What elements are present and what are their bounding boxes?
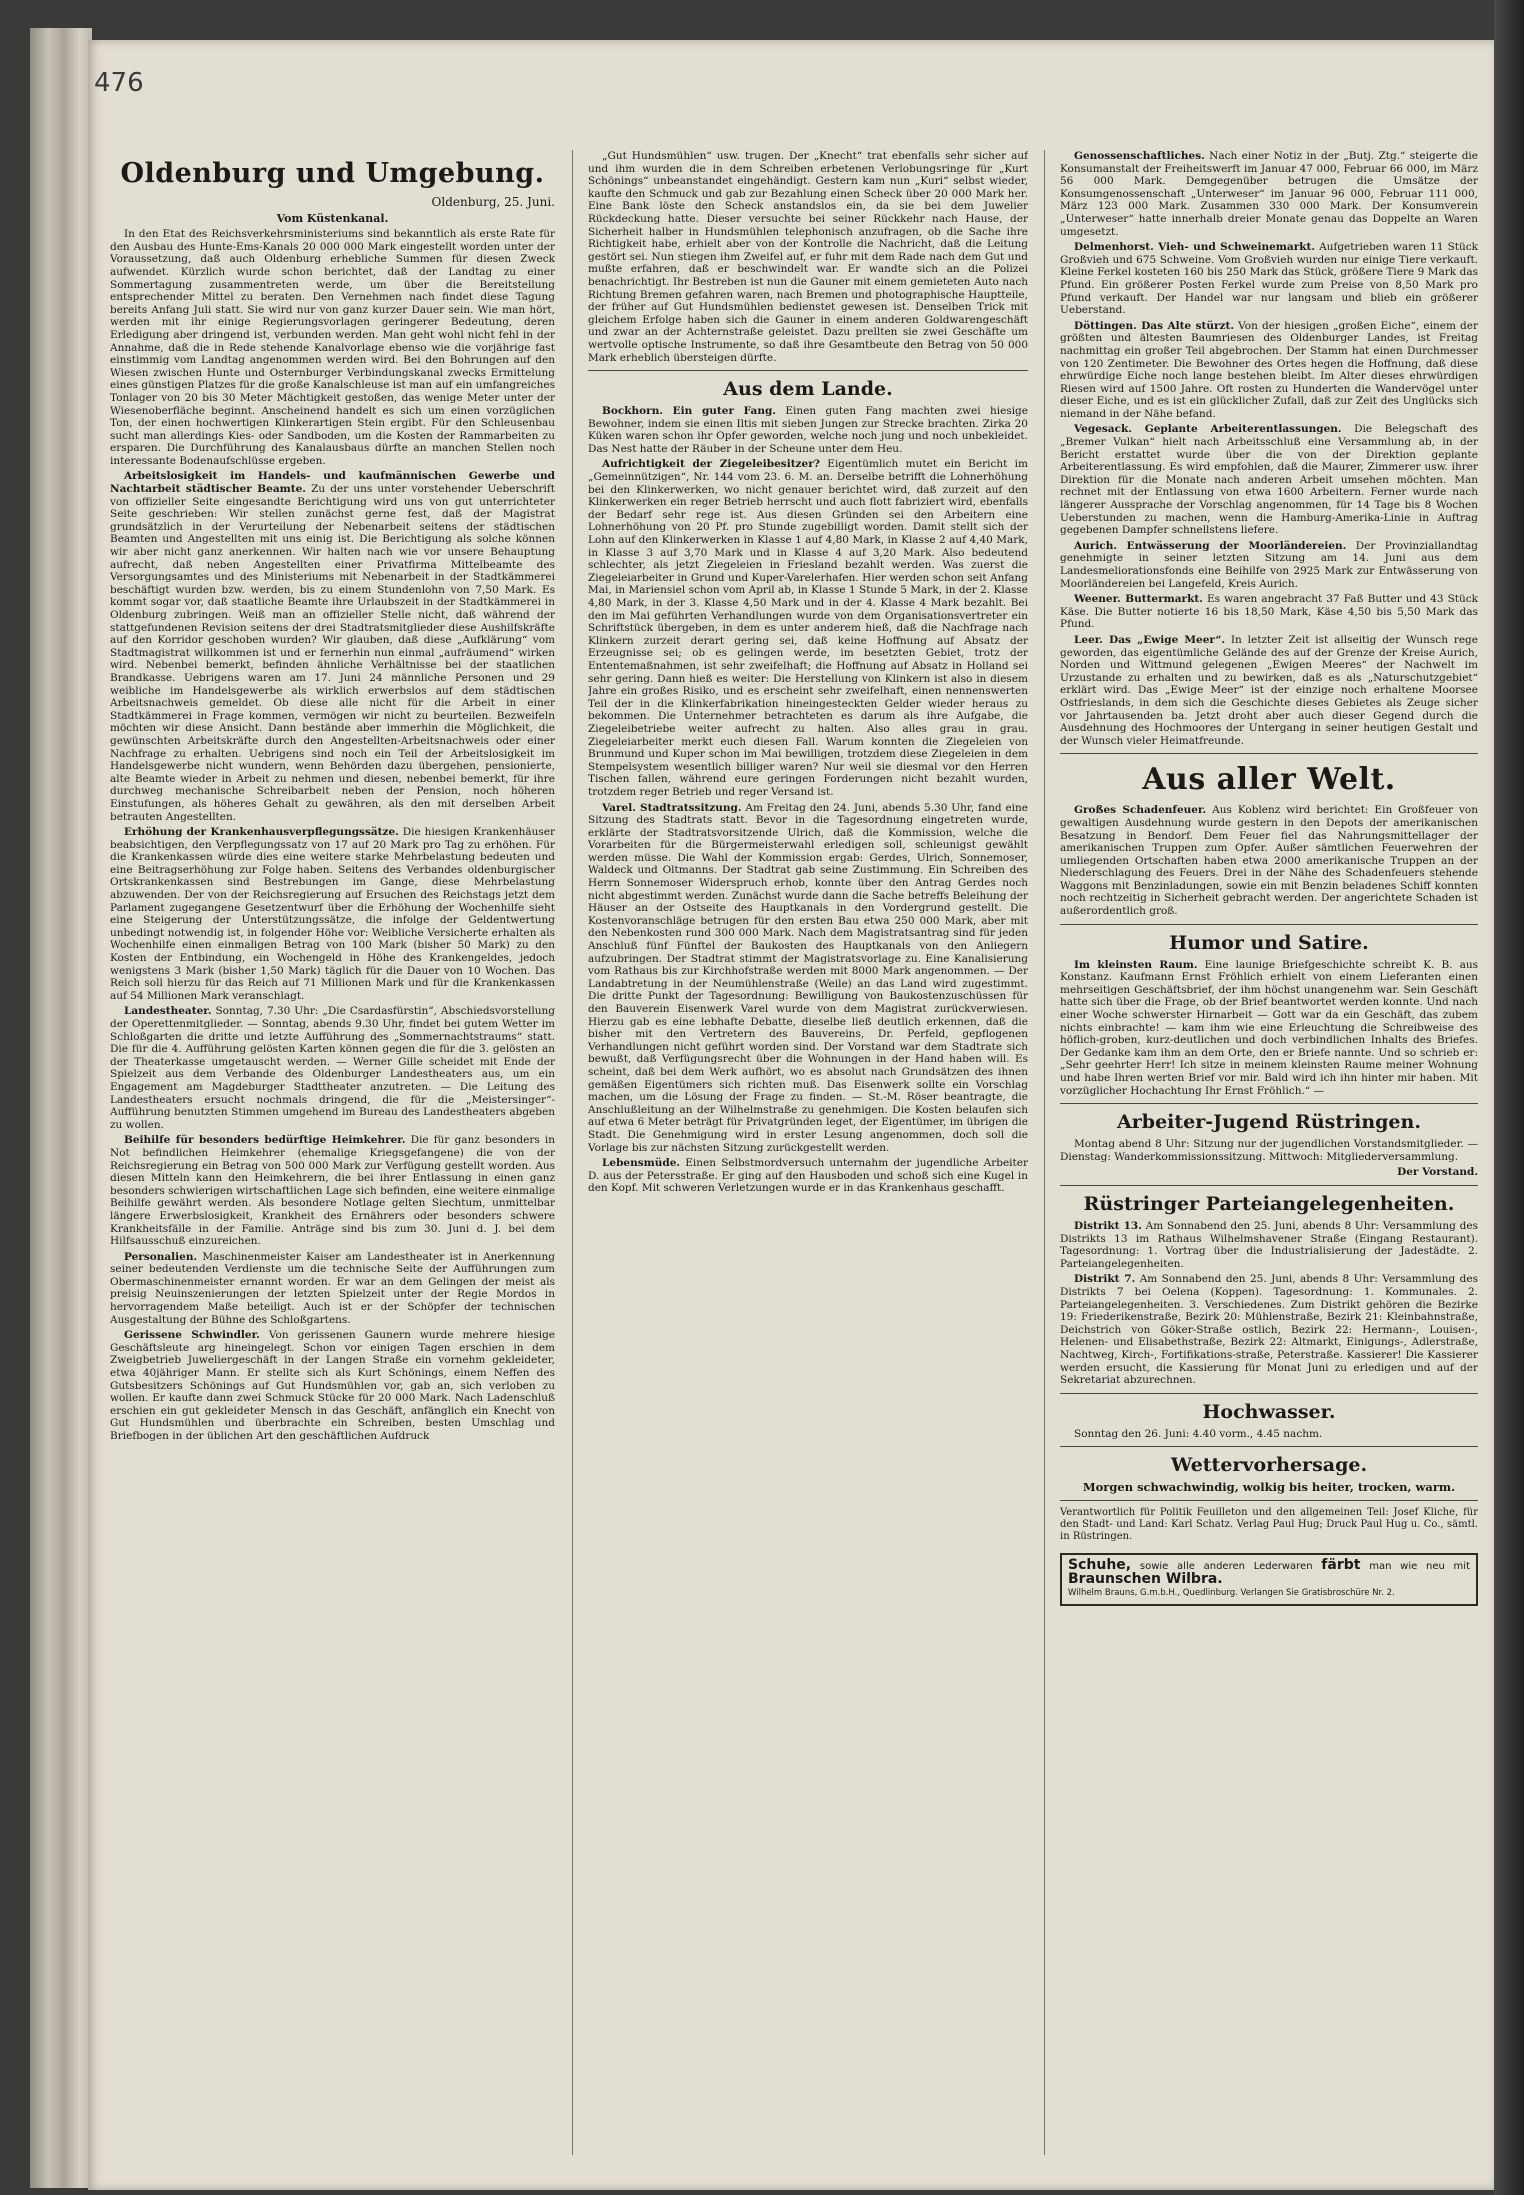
- article-title: Beihilfe für besonders bedürftige Heimkehrer.: [124, 1134, 406, 1147]
- article: [110, 1329, 555, 1442]
- article-title: Döttingen. Das Alte stürzt.: [1074, 319, 1235, 332]
- article: [110, 826, 555, 1002]
- section-heading-parteiangelegenheiten: Rüstringer Parteiangelegenheiten.: [1083, 1192, 1455, 1215]
- article: [110, 470, 555, 823]
- section-heading-hochwasser: Hochwasser.: [1202, 1400, 1336, 1423]
- article: [588, 802, 1028, 1155]
- article-text: Aus Koblenz wird berichtet: Ein Großfeuer von gewaltigen Ausdehnung wurde gestern in den Depots der amerikanischen Besatzung in Bendorf. Dem Feuer fiel das Nahrungsmittellager der amerikanischen Truppen zum Opfer. Außer sämtlichen Feuerwehren der umliegenden Ortschaften haben etwa 2000 amerikanische Truppen an der Niederschlagung des Feuers. Drei in der Nähe des Schadenfeuers stehende Waggons mit Benzinladungen, sowie ein mit Benzin beladenes Schiff konnten noch rechtzeitig in Sicherheit gebracht werden. Der angerichtete Schaden ist außerordentlich groß.: [1060, 804, 1478, 918]
- signature: Der Vorstand.: [1397, 1166, 1478, 1179]
- article-continuation: [588, 150, 1028, 364]
- article: [1060, 241, 1478, 317]
- article: [110, 1251, 555, 1327]
- article: [1060, 1273, 1478, 1386]
- ad-small: sowie alle anderen Lederwaren: [1139, 1560, 1313, 1572]
- article-text: In den Etat des Reichsverkehrsministeriums sind bekanntlich als erste Rate für den Ausbau des Hunte-Ems-Kanals 20 000 000 Mark eingestellt worden unter der Voraussetzung, daß auch Oldenburg erhebliche Summen für diesen Zweck aufwendet. Kürzlich wurde schon berichtet, daß der Landtag zu einer Sommertagung zusammentreten werde, um über die Bereitstellung entsprechender Mittel zu beraten. Den Vernehmen nach findet diese Tagung bereits Anfang Juli statt. Sie wird nur von ganz kurzer Dauer sein. Wie man hört, werden mit ihr einige Regierungsvorlagen geringerer Bedeutung, deren Erledigung aber dringend ist, verbunden werden. Man geht wohl nicht fehl in der Annahme, daß die in Rede stehende Kanalvorlage ebenso wie die vorjährige fast einstimmig vom Landtag angenommen werden wird. Bei den Bohrungen auf den Wiesen zwischen Hunte und Osternburger Verbindungskanal zwecks Ermittelung eines günstigen Platzes für die große Kanalschleuse ist man auf ein umfangreiches Tonlager von 20 bis 30 Meter Mächtigkeit gestoßen, das wenige Meter unter der Wiesenoberfläche beginnt. Anscheinend handelt es sich um einen vorzüglichen Ton, der einen hochwertigen Klinkerartigen Stein ergibt. Für den Schleusenbau sucht man allerdings Kies- oder Sandboden, um die Kosten der Rammarbeiten zu ersparen. Die Durchführung des Kanalausbaus dürfte an manchen Stellen noch interessante Bodenaufschlüsse ergeben.: [110, 228, 555, 467]
- ad-brand: Braunschen Wilbra.: [1068, 1570, 1223, 1587]
- article-title: Vom Küstenkanal.: [276, 211, 389, 225]
- article-text: Am Sonnabend den 25. Juni, abends 8 Uhr: Versammlung des Distrikts 7 bei Oelena (Koppen). Tagesordnung: 1. Kommunales. 2. Parteiangelegenheiten. 3. Verschiedenes. Zum Distrikt gehören die Bezirke 19: Friederikenstraße, Bezirk 20: Mühlenstraße, Bezirk 21: Kleinbahnstraße, Deichstrich von Göker-Straße ostlich, Bezirk 22: Hermann-, Louisen-, Helenen- und Elisabethstraße, Bezirk 22: Altmarkt, Einigungs-, Adlerstraße, Nachtweg, Kirch-, Fortifikations-straße, Peterstraße. Kassierer! Die Kassierer werden ersucht, die Kassierung für Monat Juni zu erledigen und auf der Sekretariat abzurechnen.: [1060, 1273, 1478, 1387]
- page-number: 476: [94, 68, 144, 98]
- article-text: Eine launige Briefgeschichte schreibt K. B. aus Konstanz. Kaufmann Ernst Fröhlich erhielt von einem Lieferanten einen mehrseitigen Geschäftsbrief, der ihm höchst unangenehm war. Sein Geschäft hatte sich über die Frage, ob der Brief beantwortet werden konnte. Und nach einer Woche schwerster Hirnarbeit — Gott war da ein Geschäft, das zubem nichts einbrachte! — kam ihm wie eine Erleuchtung die Schreibweise des höflich-groben, kurz-deutlichen und doch verbindlichen Inhalts des Briefes. Der Gedanke kam ihm an dem Orte, den er Briefe nannte. Und so schrieb er: „Sehr geehrter Herr! Ich sitze in meinem kleinsten Raume meiner Wohnung und habe Ihren werten Brief vor mir. Bald wird ich ihn hinter mir haben. Mit vorzüglicher Hochachtung Ihr Ernst Fröhlich.“ —: [1060, 958, 1478, 1097]
- article-title: Varel. Stadtratssitzung.: [602, 801, 742, 814]
- article-text: Einen guten Fang machten zwei hiesige Bewohner, indem sie einen Iltis mit sieben Jungen zur Strecke brachten. Zirka 20 Küken waren schon ihr Opfer geworden, welche noch jung und noch unbekleidet. Das Nest hatte der Räuber in der Scheune unter dem Heu.: [588, 405, 1028, 455]
- divider: [1060, 1185, 1478, 1186]
- section-heading-arbeiter-jugend: Arbeiter-Jugend Rüstringen.: [1117, 1111, 1421, 1134]
- article-text: Maschinenmeister Kaiser am Landestheater ist in Anerkennung seiner bedeutenden Verdienste um die technische Seite der Aufführungen zum Obermaschinenmeister ernannt worden. Er war an dem Gelingen der meist als preisig Neuinszenierungen der letzten Spielzeit unter der Regie Mordos in hervorragendem Maße beteiligt. Auch ist er der Schöpfer der technischen Ausgestaltung der Bühne des Schloßgartens.: [110, 1250, 555, 1326]
- article-text: Von der hiesigen „großen Eiche“, einem der größten und ältesten Baumriesen des Oldenburger Landes, ist Freitag nachmittag ein großer Teil abgebrochen. Der Stamm hat einen Durchmesser von 120 Zentimeter. Die Bewohner des Ortes hegen die Hoffnung, daß diese ehrwürdige Eiche noch lange bestehen bleibt. Im Alter dieses ehrwürdigen Riesen wird auf 1500 Jahre. Oft rosten zu Hunderten die Wandervögel unter dieser Eiche, und es ist ein glücklicher Zufall, daß zur Zeit des Unglücks sich niemand in der Nähe befand.: [1060, 319, 1478, 420]
- article: [1060, 150, 1478, 238]
- article-text: Am Sonnabend den 25. Juni, abends 8 Uhr: Versammlung des Distrikts 13 im Rathaus Wilhelmshavener Straße (Eingang Restaurant). Tagesordnung: 1. Vortrag über die Industrialisierung der Jadestädte. 2. Parteiangelegenheiten.: [1060, 1219, 1478, 1270]
- article-text: Es waren angebracht 37 Faß Butter und 43 Stück Käse. Die Butter notierte 16 bis 18,50 Mark, Käse 4,50 bis 5,50 Mark das Pfund.: [1060, 593, 1478, 631]
- article-text: „Gut Hundsmühlen“ usw. trugen. Der „Knecht“ trat ebenfalls sehr sicher auf und ihm wurden die in dem Schreiben erbetenen Verlobungsringe für „Kurt Schönings“ unbeanstandet eingehändigt. Gestern kam nun „Kuri“ selbst wieder, kaufte den Schmuck und gab zur Bezahlung einen Scheck über 20 000 Mark her. Eine Bank löste den Scheck anstandslos ein, da sie bei dem Juwelier Rückdeckung hatte. Dieser versuchte bei seiner Rückkehr nach Hause, der Sicherheit halber in Hundsmühlen telephonisch anzufragen, ob die Sache ihre Richtigkeit habe, erhielt aber von der Kontrolle die Nachricht, daß die Leitung gestört sei. Nun stiegen ihm Zweifel auf, er fuhr mit dem Rade nach dem Gut und mußte erfahren, daß er beschwindelt war. Er wandte sich an die Polizei benachrichtigt. Ihr Bestreben ist nun die Gauner mit einem gemieteten Auto nach Richtung Bremen gefahren waren, nach Bremen und photographische Hauptteile, der früher auf Gut Hundsmühlen bedienstet gewesen ist. Denselben Trick mit gleichem Erfolge haben sich die Gauner in einem anderen Goldwarengeschäft und zwar an der Achternstraße geleistet. Dazu prellten sie zwei Geschäfte um wertvolle optische Instrumente, so daß ihre Gesamtbeute den Betrag von 50 000 Mark erheblich übersteigen dürfte.: [588, 150, 1028, 364]
- article-text: In letzter Zeit ist allseitig der Wunsch rege geworden, das eigentümliche Gelände des auf der Grenze der Kreise Aurich, Norden und Wittmund gelegenen „Ewigen Meeres“ der Nachwelt im Urzustande zu erhalten und zu bewirken, daß es als „Naturschutzgebiet“ erklärt wird. Das „Ewige Meer“ ist der einzige noch erhaltene Moorsee Ostfrieslands, in dem sich die Geschichte dieses Gebietes als Zeuge sicher vor Jahrtausenden ba. Jetzt droht aber auch dieser Gegend durch die Ausdehnung des Hochmoores der Untergang in seiner heutigen Gestalt und der Wunsch vieler Heimatfreunde.: [1060, 633, 1478, 747]
- article-title: Lebensmüde.: [602, 1157, 681, 1170]
- section-heading-humor: Humor und Satire.: [1169, 931, 1369, 954]
- article-text: Die für ganz besonders in Not befindlichen Heimkehrer (ehemalige Kriegsgefangene) die von der Reichsregierung ein Betrag von 500 000 Mark zur Verfügung gestellt worden. Aus diesen Mitteln kann den Heimkehrern, die bei ihrer Entlassung in einen ganz besonders schwierigen wirtschaftlichen Lage sich befinden, eine weitere einmalige Beihilfe gewährt werden. Als besondere Notlage gelten Siechtum, unmittelbar längere Erwerbslosigkeit, Krankheit des Ernährers oder besonders schwere Krankheitsfälle in der Familie. Anträge sind bis zum 30. Juni d. J. bei dem Hilfsausschuß einzureichen.: [110, 1134, 555, 1248]
- article-text: Eigentümlich mutet ein Bericht im „Gemeinnützigen“, Nr. 144 vom 23. 6. M. an. Derselbe betrifft die Lohnerhöhung bei den Klinkerwerken, wo nicht genauer berichtet wird, daß zurzeit auf den Klinkerwerken ein reger Betrieb herrscht und auch flott fabriziert wird, ebenfalls der Bedarf sehr rege ist. Aus diesen Gründen sei den Arbeitern eine Lohnerhöhung von 20 Pf. pro Stunde zugebilligt worden. Damit stellt sich der Lohn auf den Klinkerwerken in Klasse 1 auf 4,80 Mark, in Klasse 2 auf 4,40 Mark, in Klasse 3 auf 3,70 Mark und in Klasse 4 auf 3,20 Mark. Also bedeutend schlechter, als jetzt Ziegeleien in Friesland bezahlt werden. Was zuerst die Ziegeleiarbeiter in Grund und Kuper-Varelerhafen. Hier werden schon seit Anfang Mai, in Mariensiel schon vom April ab, in Klasse 1 Stunde 5 Mark, in der 2. Klasse 4,80 Mark, in der 3. Klasse 4,50 Mark und in der 4. Klasse 4 Mark bezahlt. Bei den im Mai geführten Verhandlungen wurde von dem Organisationsvertreter ein Schriftstück übergeben, in dem es unter anderem hieß, daß die Nachfrage nach Klinkern zurzeit derart gering sei, daß keine Hoffnung auf Absatz der Erzeugnisse sei; ob es gelingen werde, im besetzten Gebiet, trotz der Ententemaßnahmen, ist sehr zweifelhaft; die Hoffnung auf Absatz in Holland sei sehr gering. Dann hieß es weiter: Die Herstellung von Klinkern ist also in diesem Jahre ein großes Risiko, und es erscheint sehr zweifelhaft, einen nennenswerten Teil der in die Klinkerfabrikation hineingesteckten Gelder wieder heraus zu bekommen. Die Unternehmer betrachteten es darum als ihre Aufgabe, die Ziegeleibetriebe weiter aufrecht zu halten. Also alles grau in grau. Ziegeleiarbeiter merkt euch diesen Fall. Warum konnten die Ziegeleien von Brunmund und Kuper schon im Mai bewilligen, trotzdem diese Ziegeleien in dem Stempelsystem wesentlich billiger waren? Nur weil sie diesmal vor den Herren Tischen fallen, während eure geringen Forderungen nicht bezahlt wurden, trotzdem reger Betrieb und reger Versand ist.: [588, 458, 1028, 798]
- article-title: Aurich. Entwässerung der Moorländereien.: [1074, 539, 1347, 552]
- section-heading-oldenburg: Oldenburg und Umgebung.: [120, 158, 545, 189]
- article: [588, 1157, 1028, 1195]
- notice-text: Montag abend 8 Uhr: Sitzung nur der jugendlichen Vorstandsmitglieder. — Dienstag: Wanderkommissionssitzung. Mittwoch: Mitgliederversammlung.: [1060, 1138, 1478, 1163]
- column-separator: [1044, 150, 1045, 2155]
- article-text: Sonntag, 7.30 Uhr: „Die Csardasfürstin“, Abschiedsvorstellung der Operettenmitglieder. — Sonntag, abends 9.30 Uhr, findet bei gutem Wetter im Schloßgarten die dritte und letzte Aufführung des „Sommernachtstraums“ statt. Die für die 4. Aufführung gelösten Karten können gegen die für die 3. gelösten an der Theaterkasse umgetauscht werden. — Werner Gille scheidet mit Ende der Spielzeit aus dem Verbande des Oldenburger Landestheaters aus, um ein Engagement am Magdeburger Stadttheater anzutreten. — Die Leitung des Landestheaters ersucht nochmals dringend, die für die „Meistersinger“-Aufführung benutzten Stimmen umgehend im Bureau des Landestheaters abgeben zu wollen.: [110, 1005, 555, 1131]
- column-separator: [572, 150, 573, 2155]
- article-text: Einen Selbstmordversuch unternahm der jugendliche Arbeiter D. aus der Petersstraße. Er ging auf den Hausboden und schoß sich eine Kugel in den Kopf. Mit schweren Verletzungen wurde er in das Krankenhaus geschafft.: [588, 1157, 1028, 1195]
- article-text: Die hiesigen Krankenhäuser beabsichtigen, den Verpflegungssatz von 17 auf 20 Mark pro Tag zu erhöhen. Für die Krankenkassen würde dies eine weitere starke Mehrbelastung bedeuten und eine Beitragserhöhung zur Folge haben. Seitens des Verbandes oldenburgischer Ortskrankenkassen sind Bestrebungen im Gange, diese Mehrbelastung abzuwenden. Der von der Reichsregierung auf Ersuchen des Reichstags jetzt dem Parlament zugegangene Gesetzentwurf über die Erhöhung der Wochenhilfe sieht eine Steigerung der Unterstützungssätze, die infolge der Geldentwertung unbedingt notwendig ist, in folgender Höhe vor: Weibliche Versicherte erhalten als Wochenhilfe einen einmaligen Betrag von 100 Mark (bisher 50 Mark) zu den Kosten der Entbindung, ein Wochengeld in Höhe des Krankengeldes, jedoch wenigstens 3 Mark (bisher 1,50 Mark) täglich für die Dauer von 10 Wochen. Das Reich soll hierzu für das Reich auf 71 Millionen Mark und für die Krankenkassen auf 54 Millionen Mark veranschlagt.: [110, 826, 555, 1002]
- article-title: Bockhorn. Ein guter Fang.: [602, 405, 776, 418]
- divider: [588, 370, 1028, 371]
- divider: [1060, 1500, 1478, 1501]
- article: [1060, 959, 1478, 1098]
- section-heading-aus-aller-welt: Aus aller Welt.: [1142, 762, 1396, 798]
- article: [588, 405, 1028, 455]
- article: [1060, 804, 1478, 917]
- article-title: Gerissene Schwindler.: [124, 1329, 260, 1342]
- article-text: Am Freitag den 24. Juni, abends 5.30 Uhr, fand eine Sitzung des Stadtrats statt. Bevor in die Tagesordnung eingetreten wurde, erklärte der Stadtratsvorsitzende Ulrich, daß die Kommission, welche die Vorarbeiten für die Bürgermeisterwahl erledigen soll, schleunigst gewählt werden müsse. Die Wahl der Kommission ergab: Gerdes, Ulrich, Sonnemoser, Waldeck und Oltmanns. Der Stadtrat gab seine Zustimmung. Ein Schreiben des Herrn Sonnemoser Widerspruch erhob, konnte über den Antrag Gerdes noch nicht abgestimmt werden. Zunächst wurde dann die Sache betreffs Beleihung der Häuser an der Ostseite des Hauptkanals in den Vordergrund gestellt. Die Kostenvoranschläge betrugen für den ersten Bau etwa 250 000 Mark, aber mit den Nebenkosten rund 300 000 Mark. Nach dem Magistratsantrag sind für jeden Anschluß fünf Fünftel der Baukosten des Hauptkanals von den Anliegern aufzubringen. Der Stadtrat stimmt der Magistratsvorlage zu. Eine Kanalisierung vom Rathaus bis zur Kirchhofstraße werden mit 8000 Mark angenommen. — Der Landabtretung in der Neumühlenstraße (Weile) an das Land wird zugestimmt. Die dritte Punkt der Tagesordnung: Bewilligung von Baukostenzuschüssen für den Bauverein Eisenwerk Varel wurde von dem Magistrat zurückverwiesen. Hierzu gab es eine lebhafte Debatte, dieselbe ließ deutlich erkennen, daß die bisher mit den Vertretern des Bauvereins, Dr. Perfeld, gepflogenen Verhandlungen nicht geführt worden sind. Der Vorstand war dem Stadtrate sich bewußt, daß Verfügungsrecht über die Wohnungen in der Hand haben will. Es scheint, daß bei dem Werk aufhört, wo es absolut nach Grundsätzen des ihnen gemäßen Eigentümers sich richten muß. Das Eisenwerk sollte ein Vorschlag machen, um die Lösung der Frage zu finden. — St.-M. Röser beantragte, die Anschlußleitung an der Wilhelmstraße zu genehmigen. Die Kosten belaufen sich auf etwa 6 Meter beträgt für Privatgründen leget, der Eigentümer, im übrigen die Stadt. Die Genehmigung wird in erster Lesung angenommen, doch soll die Vorlage bis zur nächsten Sitzung zurückgestellt werden.: [588, 801, 1028, 1154]
- tide-text: Sonntag den 26. Juni: 4.40 vorm., 4.45 nachm.: [1074, 1427, 1323, 1440]
- section-heading-aus-dem-lande: Aus dem Lande.: [723, 378, 893, 401]
- article: [1060, 1220, 1478, 1270]
- article-title: Personalien.: [124, 1250, 198, 1263]
- column-1: [110, 150, 555, 2155]
- article-text: Von gerissenen Gaunern wurde mehrere hiesige Geschäftsleute arg hineingelegt. Schon vor einigen Tagen erschien in dem Zweigbetrieb Juweliergeschäft in der Langen Straße ein vornehm gekleideter, etwa 40jähriger Mann. Er stellte sich als Kurt Schönings, einem Neffen des Gutsbesitzers Schönings auf Gut Hundsmühlen vor, gab an, sich verloben zu wollen. Er kaufte dann zwei Schmuck Stücke für 20 000 Mark. Nach Ladenschluß erschien ein gut gekleideter Mensch in das Geschäft, anfänglich ein Knecht von Gut Hundsmühlen und überbrachte ein Schreiben, besten Umschlag und Briefbogen in der üblichen Art den geschäftlichen Aufdruck: [110, 1329, 555, 1442]
- divider: [1060, 924, 1478, 925]
- article-title: Arbeitslosigkeit im Handels- und kaufmännischen Gewerbe und Nachtarbeit städtischer Beamte.: [110, 470, 555, 496]
- section-heading-wettervorhersage: Wettervorhersage.: [1170, 1454, 1368, 1477]
- ad-small: man wie neu mit: [1369, 1560, 1471, 1572]
- ad-line-1: [1068, 1556, 1471, 1587]
- article-title: Erhöhung der Krankenhausverpflegungssätze.: [124, 826, 399, 839]
- article-title: Distrikt 7.: [1074, 1273, 1136, 1286]
- article-title: Delmenhorst. Vieh- und Schweinemarkt.: [1074, 241, 1316, 254]
- article-title: Leer. Das „Ewige Meer“.: [1074, 633, 1226, 646]
- dateline: Oldenburg, 25. Juni.: [431, 195, 555, 209]
- advertisement-wilbra: [1060, 1553, 1478, 1606]
- article-text: Die Belegschaft des „Bremer Vulkan“ hielt nach Arbeitsschluß eine Versammlung ab, in der Bericht erstattet wurde über die von der Direktion geplante Arbeiterentlassung. Es wird empfohlen, daß die Maurer, Zimmerer usw. ihrer Direktion für die Monate nach anderen Arbeit umsehen möchten. Man rechnet mit der Entlassung von etwa 1600 Arbeitern. Ferner wurde nach längerer Aussprache der Vorschlag angenommen, für 14 Tage bis 8 Wochen Ueberstunden zu machen, wenn die Hamburg-Amerika-Linie in Auftrag gegebenen Dampfer schnellstens liefere.: [1060, 423, 1478, 537]
- article-title: Distrikt 13.: [1074, 1219, 1142, 1232]
- ad-body: [1068, 1556, 1471, 1600]
- article: [1060, 634, 1478, 747]
- article-title: Landestheater.: [124, 1005, 212, 1018]
- article: [1060, 540, 1478, 590]
- ad-word: Schuhe,: [1068, 1556, 1132, 1573]
- article: [588, 458, 1028, 798]
- binding-page-edges: [30, 28, 92, 2188]
- article-title: Weener. Buttermarkt.: [1074, 593, 1203, 606]
- article: [110, 1005, 555, 1131]
- article: [1060, 423, 1478, 536]
- scan-shadow: [1494, 0, 1524, 2195]
- article-title: Großes Schadenfeuer.: [1074, 804, 1207, 817]
- column-2: [588, 150, 1028, 2155]
- article-title: Im kleinsten Raum.: [1074, 958, 1198, 971]
- imprint: Verantwortlich für Politik Feuilleton und den allgemeinen Teil: Josef Kliche, für den Stadt- und Land: Karl Schatz. Verlag Paul Hug; Druck Paul Hug u. Co., sämtl. in Rüstringen.: [1060, 1506, 1478, 1542]
- article-title: Aufrichtigkeit der Ziegeleibesitzer?: [602, 458, 820, 471]
- article: [1060, 593, 1478, 631]
- ad-line-2: Wilhelm Brauns, G.m.b.H., Quedlinburg. Verlangen Sie Gratisbroschüre Nr. 2.: [1068, 1587, 1395, 1598]
- column-3: [1060, 150, 1478, 2155]
- article: [110, 1134, 555, 1247]
- divider: [1060, 1393, 1478, 1394]
- article-title: Vegesack. Geplante Arbeiterentlassungen.: [1074, 423, 1342, 436]
- article-text: Der Provinziallandtag genehmigte in seiner letzten Sitzung am 14. Juni aus dem Landesmeliorationsfonds eine Beihilfe von 2925 Mark zur Entwässerung von Moorländereien bei Langefeld, Kreis Aurich.: [1060, 539, 1478, 590]
- ad-word: färbt: [1321, 1556, 1361, 1573]
- weather-text: Morgen schwachwindig, wolkig bis heiter, trocken, warm.: [1082, 1480, 1456, 1495]
- article-title: Genossenschaftliches.: [1074, 150, 1205, 162]
- article-text: Nach einer Notiz in der „Butj. Ztg.“ steigerte die Konsumanstalt der Freiheitswerft im Januar 47 000, Februar 66 000, im März 56 000 Mark. Demgegenüber betrugen die Umsätze der Konsumgenossenschaft „Unterweser“ im Januar 96 000, Februar 111 000, März 123 000 Mark. Zusammen 330 000 Mark. Der Konsumverein „Unterweser“ hatte innerhalb dreier Monate genau das Doppelte an Waren umgesetzt.: [1060, 150, 1478, 238]
- article-text: Zu der uns unter vorstehender Ueberschrift von offizieller Seite eingesandte Berichtigung wird uns von gut unterrichteter Seite geschrieben: Wir stellen zunächst gerne fest, daß der Magistrat grundsätzlich in der Verurteilung der Nebenarbeit seitens der städtischen Beamten und Angestellten mit uns einig ist. Die Berichtigung als solche können wir aber nicht ganz anerkennen. Wir halten nach wie vor unsere Behauptung aufrecht, daß neben Angestellten einer Privatfirma Mittelbeamte des Versorgungsamtes und des Ministeriums mit Nebenarbeit in der Stadtkämmerei beschäftigt wurden bzw. werden, bis zu einem Stundenlohn von 7,50 Mark. Es kommt sogar vor, daß staatliche Beamte ihre Urlaubszeit in der Stadtkämmerei in Oldenburg zubringen. Weiß man an offizieller Stelle nicht, daß während der stattgefundenen Revision seitens der drei Stadtratsmitglieder diese Aushilfskräfte auf den Korridor geschoben wurden? Wir glauben, daß diese „Aufklärung“ vom Stadtmagistrat willkommen ist und er fernerhin nun einmal „aufräumend“ wirken wird. Nebenbei bemerkt, befinden ähnliche Verhältnisse bei der staatlichen Brandkasse. Uebrigens waren am 17. Juni 24 männliche Personen und 29 weibliche im Handelsgewerbe als wirklich erwerbslos auf dem städtischen Arbeitsnachweis gemeldet. Ob diese alle nicht für die Arbeit in einer Stadtkämmerei in Frage kommen, vermögen wir nicht zu beurteilen. Bezweifeln möchten wir diese Ansicht. Dann bestände aber immerhin die Möglichkeit, die gewünschten Arbeitskräfte durch den Angestellten-Arbeitsnachweis oder einer Nachfrage zu erhalten. Uebrigens sind noch ein Teil der Arbeitslosigkeit im Handelsgewerbe nicht wundern, wenn Behörden dazu übergehen, pensionierte, alte Beamte wieder in Arbeit zu nehmen und diesen, nebenbei bemerkt, für ihre durchweg mechanische Schreibarbeit neben der Pension, noch höheren Einstufungen, als höheres Gehalt zu gewähren, als den mit derselben Arbeit betrauten Angestellten.: [110, 483, 555, 823]
- article-text: Aufgetrieben waren 11 Stück Großvieh und 675 Schweine. Vom Großvieh wurden nur einige Tiere verkauft. Kleine Ferkel kosteten 160 bis 250 Mark das Stück, größere Tiere 9 Mark das Pfund. Ein größerer Posten Ferkel wurde zum Preise von 8,50 Mark pro Pfund verkauft. Der Handel war nur langsam und blieb ein größerer Ueberstand.: [1060, 241, 1478, 317]
- divider: [1060, 1103, 1478, 1104]
- divider: [1060, 753, 1478, 754]
- divider: [1060, 1446, 1478, 1447]
- article: [1060, 320, 1478, 421]
